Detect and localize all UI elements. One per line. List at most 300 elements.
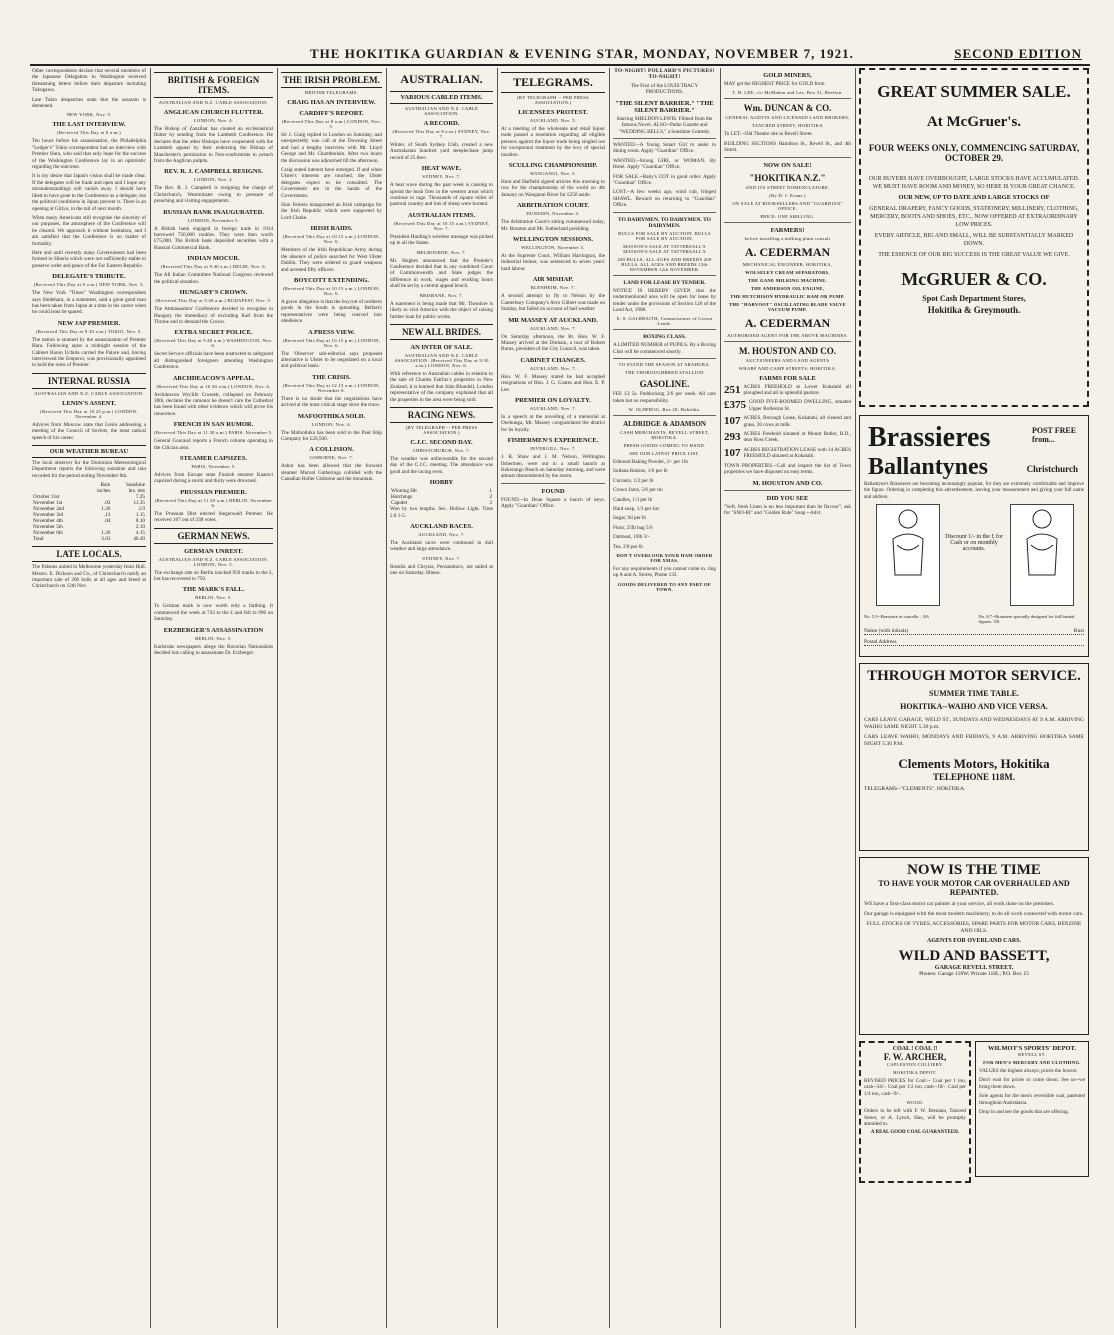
stallion-name: GASOLINE.: [639, 379, 690, 390]
article-text: The weather was unfavourable for the second day of the C.J.C. meeting. The attendance was good and the racing even.: [390, 455, 493, 475]
bras-text: Ballantyne's Brassieres are becoming increasingly popular, for they are extremely comfortable and improve the figure. Ordering in completing this advertisement, leaving your measurement and giving your full name and address.: [864, 482, 1084, 500]
car-overhaul-ad: [859, 857, 1089, 1035]
column-divider: [277, 68, 278, 1328]
dateline: BERLIN, Nov. 5.: [195, 595, 232, 601]
headline: GERMAN UNREST.: [184, 547, 243, 555]
article-text: The All Indian Committee National Congress reviewed the political situation.: [154, 272, 273, 285]
wilmot-title: WILMOT'S SPORTS' DEPOT.: [988, 1045, 1076, 1052]
farm-listing: 293 ACRES Freehold situated at Mount Butler, R.D., near Ross Creek.: [724, 431, 851, 444]
article-text: It is my desire that Japan's vision shall be made clear. If the delegates will be frank and open and I hope any misunderstandings will vanish away. I should have liked to have gone to the Conference as a delegate, but the political conditions in Japan prevent it. There is an opening at Gitiyu, in the tail of next month.: [32, 173, 146, 212]
article-text: Ten hours before his assassination, the Philadelphia "Ledger's" Tokio correspondent had an interview with Premier Hara, who said that only hope for the success of the Washington Conference lay in an optimistic regarding the outcome.: [32, 138, 146, 171]
article-text: Other correspondents declare that several members of the Japanese Delegation to Washington received threatening letters before their departure including Tokugawa.: [32, 68, 146, 94]
motor-service-ad: [859, 663, 1089, 851]
dateline: LONDON, November 5.: [187, 217, 240, 223]
now-brand: WILD AND BASSETT,: [898, 948, 1050, 964]
article-text: The Bishop of Zanzibar has created an ecclesiastical flutter by sending from the Lambeth Conference. He declares that the other Bishops have cooperated with the Lambeth appeal by their endorsing the Bishop of Manchester's permission to Non-conformists to preach from the Anglican pulpits.: [154, 126, 273, 165]
order-form-address[interactable]: Postal Address: [864, 639, 1084, 646]
article-text: The 'Observer' sub-editorial says proposed alternative is Ulster to be negotiated on a local and political basis.: [281, 350, 382, 370]
headline: WELLINGTON SESSIONS.: [512, 236, 594, 244]
motor-sub: SUMMER TIME TABLE.: [928, 689, 1019, 698]
dateline: LONDON, Nov. 4.: [193, 118, 234, 123]
article-text: With reference to Australian cables in relation to the sale of Charles Fairfax's properties in New Zealand, it is learned that John Blundell, London representative of the company explained that all the properties in the area were being sold.: [390, 370, 493, 403]
headline: A COLLISION.: [309, 446, 354, 454]
article-text: J. R. Shaw and J. M. Nelson, Wellington fishermen, were out in a small launch at Kekerangu Beach on Saturday morning, and were almost dismembered by the storm.: [501, 454, 605, 480]
headline: LENIN'S ASSENT.: [62, 399, 116, 407]
article-text: Late Tokio despatches state that the assassin is demented.: [32, 96, 146, 110]
dateline: (Received This Day at 10.15 a.m.) LONDON, Nov. 6.: [282, 234, 381, 245]
ad-text: DON'T OVERLOOK YOUR HAM ORDER FOR XMAS.: [616, 553, 713, 563]
article-text: General Gouraud reports a French column operating in the Cilician area.: [154, 438, 273, 451]
price-item: Sugar, 9d per lb: [613, 515, 646, 522]
article-text: Winter, of South Sydney Club, created a new Australasian hundred yard steeplechase jump record of 25.8sec.: [390, 142, 493, 161]
sale-title: GREAT SUMMER SALE.: [877, 82, 1071, 101]
dateline: AUCKLAND, Nov. 7.: [529, 405, 577, 411]
price-item: Oatmeal, 10lb 3/-: [613, 534, 650, 541]
byline: BRITISH TELEGRAMS.: [304, 90, 359, 95]
bras-caption: No. 8.7--Brassiere specially designed for full busted figures. 5/6: [978, 614, 1075, 625]
ad-text: TANCRED STREET, HOKITIKA: [752, 123, 823, 129]
headline: CARDIFF'S REPORT.: [299, 110, 364, 117]
ad-text: THE GANE MILKING MACHINE.: [747, 277, 828, 283]
ad-text: ON SALE AT BOOKSELLERS AND "GUARDIAN" OFFICE.: [732, 200, 843, 211]
headline: MAFOOTHIKA SOLD.: [297, 412, 366, 420]
headline: RACING NEWS.: [390, 407, 493, 423]
ad-text: GENERAL AGENTS AND LICENSED LAND BROKERS,: [725, 115, 850, 121]
divider: [724, 157, 851, 158]
ad-signature: E. S. GALBRAITH, Commissioner of Crown Lands.: [616, 316, 713, 327]
article-text: Karlsruhe newspapers allege the Bavarian Nationalists decided lots calling to assassinate Dr. Erzberger.: [154, 643, 273, 657]
ad-text: MECHANICAL ENGINEER, HOKITIKA,: [742, 261, 833, 267]
headline: AUCKLAND RACES.: [410, 522, 473, 530]
motor-telegrams: TELEGRAMS--"CLEMENTS", HOKITIKA.: [864, 786, 966, 792]
dateline: (Received This Day at 9.40 a.m.) WASHINGTON, Nov. 6.: [154, 338, 273, 349]
column-6: [613, 68, 716, 1328]
ad-text: 200 BULLS, ALL AGES AND BREEDS 200 BULLS, ALL AGES AND BREEDS 12th NOVEMBER 12th NOVEMBER.: [617, 256, 712, 272]
ad-text: MAY get the HIGHEST PRICE for GOLD from: [724, 81, 825, 87]
headline: ARCHDEACON'S APPEAL.: [172, 374, 255, 382]
table-row: November 4th .04 8.10: [33, 518, 145, 525]
byline: AUSTRALIAN AND N.Z. CABLE ASSOCIATION.: [158, 100, 269, 105]
bras-post: POST FREE from...: [1032, 426, 1077, 444]
price-item: Flour, 25lb bag 5/6: [613, 524, 653, 531]
article-text: Mr. Hughes announced that the Premier's Conference decided that in any combined Court of Commonwealth and State judges the difference in work, wages and working hours shall be set by a central appeal bench.: [390, 257, 493, 290]
sale-period: FOUR WEEKS ONLY, COMMENCING SATURDAY, OCTOBER 29.: [868, 143, 1080, 163]
dateline: (Received This Day at 11.30 a.m.) PARIS, November 5.: [154, 430, 273, 436]
ad-text: AND ITS STREET NOMENCLATURE.: [745, 184, 830, 190]
wilmot-addr: REVELL ST.: [1018, 1052, 1046, 1057]
headline: INDIAN MOCUR.: [187, 255, 240, 263]
dateline: MELBOURNE, Nov. 7.: [416, 249, 467, 255]
headline: FISHERMEN'S EXPERIENCE.: [507, 437, 599, 445]
table-row: November 2nd 1.26 2.0: [33, 506, 145, 513]
weather-title: OUR WEATHER BUREAU: [32, 445, 146, 458]
ad-text: BUILDING SECTIONS Hamiltoo St., Revell St., and 4th Street.: [724, 140, 851, 154]
cinema-banner: TO-NIGHT! POLLARD'S PICTURES! TO-NIGHT!: [614, 68, 715, 80]
coal-depot: HOKITIKA DEPOT.: [893, 1070, 937, 1075]
article-text: A second attempt to fly to Nelson by the Canterbury Company's Avro Gilbert was made on Sunday, but failed on account of bad weather.: [501, 293, 605, 313]
motor-tel: TELEPHONE 118M.: [932, 772, 1015, 782]
sale-text: EVERY ARTICLE, BIG AND SMALL, WILL BE SUBSTANTIALLY MARKED DOWN.: [874, 233, 1074, 247]
headline: ANGLICAN CHURCH FLUTTER.: [163, 109, 264, 116]
lady-figure-illustration: [876, 504, 940, 606]
classified-ad: FOR SALE.--Baby's COT in good order. Apply "Guardian" Office.: [613, 173, 716, 187]
dateline: SYDNEY, Nov. 7.: [422, 555, 461, 561]
ad-heading: DID YOU SEE: [766, 494, 809, 502]
ad-text: THE THOROUGHBRED STALLION: [625, 370, 704, 376]
headline: PREMIER ON LOYALTY.: [515, 396, 591, 404]
dateline: AUCKLAND, Nov. 5.: [529, 118, 577, 123]
ad-text: THE ANDERSON OIL ENGINE,: [750, 285, 825, 291]
ad-text: PRICE: ONE SHILLING.: [760, 213, 815, 219]
price-item: Hard soap, 1/3 per bar: [613, 505, 660, 512]
farm-listing: £375 GOOD FIVE-ROOMED DWELLING, situated Upper Rolleston St.: [724, 399, 851, 412]
ad-brand: A. CEDERMAN: [744, 315, 831, 330]
dateline: (Received This Day at 11.30 a.m.) BERLIN, November 6.: [154, 497, 273, 508]
headline: A RECORD.: [423, 120, 460, 127]
ad-brand: M. HOUSTON AND CO.: [738, 345, 837, 356]
headline: IRISH RAIDS.: [310, 225, 353, 233]
article-text: To German mark is now worth only a farthing. It commenced the week at 743 to the £ and fell to 990 on Saturday.: [154, 603, 273, 623]
divider: [613, 275, 716, 276]
ad-heading: LAND FOR LEASE BY TENDER.: [623, 279, 706, 286]
wilmot-text: Sole agents for the men's reversible coat, patented throughout Australasia.: [979, 1093, 1085, 1106]
summer-sale-ad: [859, 68, 1089, 407]
table-row: Winning Hit 1: [391, 488, 492, 495]
ad-text: AUCTIONEERS AND LAND AGENTS: [745, 357, 830, 363]
table-row: November 5th 2.10: [33, 524, 145, 531]
ad-text: NOTICE IS HEREBY GIVEN that the undermentioned area will be open for lease by tender under the provisions of Section 120 of the Land Act, 1908.: [613, 287, 716, 313]
byline: AUSTRALIAN AND N.Z. CABLE ASSOCIATION.: [404, 106, 479, 116]
coal-ad: [859, 1041, 971, 1183]
cinema-text: The First of the LOUIS TRACY PRODUCTIONS.: [630, 83, 699, 96]
sale-text: OUR BUYERS HAVE OVERBOUGHT, LARGE STOCKS HAVE ACCUMULATED. WE MUST HAVE ROOM AND MONEY, SO HERE IS YOUR GREAT CHANCE.: [868, 176, 1080, 190]
ad-text: T. H. LEE, c/o McMahon and Lee, Box 31, Reefton.: [732, 90, 843, 96]
divider: [724, 98, 851, 99]
price-item: Sultana Raisins, 1/6 per lb: [613, 468, 668, 475]
headline: RUSSIAN BANK INAUGURATED.: [163, 208, 264, 216]
ad-text: THE HUTCHISON HYDRAULIC RAM OR PUMP.: [730, 293, 845, 299]
divider: [724, 490, 851, 491]
dateline: (Received This Day at 8 a.m.) SYDNEY, Nov. 7.: [392, 129, 491, 139]
now-text: AGENTS FOR OVERLAND CARS.: [926, 938, 1021, 944]
headline: THE LAST INTERVIEW.: [52, 121, 126, 129]
article-text: Craig stated interest have emerged. If and when Ulster's interests are touched, the Ulster delegates expect to be consulted. The Government are in the hands of the Government.: [281, 167, 382, 199]
headline: HEAT WAVE.: [421, 165, 462, 173]
headline: HUNGARY'S CROWN.: [179, 289, 248, 297]
masthead: [30, 44, 1090, 64]
ad-text: FEE £3 5s. Paddocking 2/6 per week. All care taken but no responsibility.: [613, 391, 716, 404]
article-text: The Prussian Diet elected Stegerwald Premier. He received 167 out of 338 votes.: [154, 510, 273, 524]
ad-text: CASH MERCHANTS, REVELL STREET, HOKITIKA.: [619, 429, 710, 440]
order-form-name[interactable]: Name (with initials) Bust: [864, 628, 1084, 635]
coal-text: WOOD.: [906, 1100, 924, 1106]
article-text: The exchange rate on Berlin touched 950 marks to the £, but has recovered to 750.: [154, 569, 273, 582]
dateline: AUSTRALIAN AND N.Z. CABLE ASSOCIATION. (Received This Day at 9.30 a.m.) LONDON, Nov. 6.: [394, 352, 489, 368]
ad-heading: FARMERS!: [770, 226, 805, 234]
headline: MR MASSEY AT AUCKLAND.: [508, 316, 598, 324]
classified-ad: LOST.--A few weeks ago, wind cub, fringed SHAWL. Reward on returning to "Guardian" Office.: [613, 189, 716, 209]
article-text: The New York "Times" Washington correspondent says Shidehara, in a statement, said a great good man has been taken from Japan at a time in his career when he could least be spared.: [32, 290, 146, 316]
table-row: Hutchings 2: [391, 494, 492, 501]
headline: VARIOUS CABLED ITEMS.: [390, 91, 493, 104]
ad-heading: BOXING CLASS.: [643, 334, 686, 341]
film-title: "THE SILENT BARRIER." "THE SILENT BARRIER.": [615, 99, 714, 114]
ad-heading: Wm. DUNCAN & CO.: [743, 103, 832, 114]
headline: AIR MISHAP.: [532, 276, 574, 284]
ad-text: THE "HARVOOT" OSCILLATING BLADE VALVE VACUUM PUMP.: [729, 301, 846, 312]
headline: SCULLING CHAMPIONSHIP.: [508, 162, 598, 170]
wilmot-text: Drop in and see the goods that are offering.: [979, 1109, 1069, 1116]
dateline: (Received This Day at 9 a.m.) NEW YORK, Nov. 5.: [33, 282, 145, 288]
coal-sub: CAPLESTON COLLIERY.: [886, 1062, 944, 1067]
now-phones: Phones: Garage 118W; Private 118L; P.O. Box 15: [919, 971, 1029, 977]
headline: EXTRA SECRET POLICE.: [174, 329, 253, 337]
headline: NEW JAP PREMIER.: [57, 319, 121, 327]
column-7: [724, 68, 851, 1328]
ad-text: AUTHORISED AGENT FOR THE ABOVE MACHINES.: [727, 332, 848, 338]
dateline: DUNEDIN, November 4.: [526, 211, 580, 217]
bras-from: Ballantynes: [868, 454, 989, 480]
ad-text: MATSON'S SALE AT TATTERSALL'S MATSON'S SALE AT TATTERSALL'S: [623, 243, 706, 254]
ad-heading: FARMS FOR SALE: [759, 374, 816, 382]
dateline: GISBORNE, Nov. 7.: [309, 455, 354, 461]
race-name: HOBBY: [429, 479, 454, 487]
coal-title: COAL ! COAL !!: [892, 1046, 938, 1052]
article-text: On Saturday afternoon, the Rt. Hon. W. F. Massey arrived at the Domain, a tour of Robert Burns, president of the City Council, was taken.: [501, 333, 605, 353]
motor-title: THROUGH MOTOR SERVICE.: [867, 668, 1081, 684]
article-text: Rosella and Chrysia, Pernambuco, are sailed at one on Saturday. Illness.: [390, 563, 493, 577]
farm-listing: 251 ACRES FREEHOLD at Lower Kokatahi all ploughed and all in splendid pasture.: [724, 383, 851, 397]
article-text: Ashur has been allowed that the forward steamer Maroal Gatherings collided with the Canadian Roller Gisborne and the mountain.: [281, 463, 382, 483]
article-text: At the Supreme Court, William Harrington, the Industrial broker, was sentenced to seven years' hard labour.: [501, 253, 605, 272]
dateline: BERLIN, Nov. 5.: [195, 635, 232, 641]
article-text: The nation is stunned by the assassination of Premier Hara. Following upon a midnight session of the Cabinet Baron Uchida carried the Palace and, having interviewed the Emperor, was provisionally appointed to hold the reins of Premier.: [32, 336, 146, 369]
sale-text: OUR NEW, UP TO DATE AND LARGE STOCKS OF: [898, 194, 1050, 201]
now-sub: TO HAVE YOUR MOTOR CAR OVERHAULED AND REPAINTED.: [878, 879, 1070, 897]
headline: REV. R. J. CAMPBELL RESIGNS.: [164, 168, 263, 176]
column-divider: [720, 68, 721, 1328]
headline: FRENCH IN SAN RUMOR.: [173, 421, 254, 429]
divider: [724, 341, 851, 342]
headline: BOYCOTT EXTENDING.: [293, 276, 369, 284]
byline: (BY TELEGRAPH -- PER PRESS ASSOCIATION.): [405, 424, 478, 435]
headline: LICENSEES PROTEST.: [518, 109, 588, 116]
headline: THE CRISIS.: [312, 373, 351, 381]
headline: LATE LOCALS.: [32, 546, 146, 562]
weather-table: [32, 482, 146, 542]
motor-text: CARS LEAVE WAIHO, MONDAYS AND FRIDAYS, 9 A.M. ARRIVING HOKITIKA SAME NIGHT 5.30 P.M.: [864, 734, 1084, 747]
article-text: Here and until recently many Governments had been formed in Siberia which were not sufficiently stable to preserve order and peace of the Far Eastern Republic.: [32, 249, 146, 269]
dateline: LONDON, Nov. 4.: [193, 177, 234, 183]
dateline: (Received This Day at 10.30 a.m.) LONDON, Nov. 6.: [156, 383, 271, 389]
bras-discount: Discount 1/- in the £ for Cash or on monthly accounts.: [945, 534, 1003, 553]
article-text: A grave allegation is that the boycott of northern goods in the South is spreading. Belfast's representatives were being coerced into obedience.: [281, 298, 382, 325]
price-item: Tea, 2/8 per lb: [613, 543, 643, 550]
headline: NEW ALL BRIDES.: [390, 324, 493, 340]
headline: GERMAN NEWS.: [154, 528, 273, 544]
ad-text: "Soft, fresh Linen is no less important than its flavour"; ask for "SNO-RI" and "Golden Rule" Soap.--Advt.: [724, 503, 851, 516]
bras-caption: No. 5.5--Brassiere in coutelle... 3/6: [864, 614, 929, 620]
table-row: November 1st .03 11.35: [33, 500, 145, 507]
edition-label: SECOND EDITION: [954, 46, 1082, 61]
classified-ad: WANTED.--A Young Smart Girl to assist in dining room. Apply "Guardian" Office.: [613, 142, 716, 155]
divider: [613, 329, 716, 330]
dateline: LONDON, Nov. 6.: [311, 421, 352, 427]
article-text: A heat wave during the past week is causing to spread the bush fires in the western areas which continue to rage. Thousands of square miles of pastoral country and lots of sheep were burned.: [390, 182, 493, 208]
article-text: The Rev. R. J. Campbell is resigning the charge of Christchurch, Westminster owing to pressure of preaching and visiting engagements.: [154, 185, 273, 205]
book-title: "HOKITIKA N.Z.": [749, 172, 826, 183]
headline: ARBITRATION COURT.: [516, 202, 590, 210]
ad-heading: ALDRIDGE & ADAMSON: [623, 419, 706, 428]
headline: CRAIG HAS AN INTERVIEW.: [287, 99, 376, 106]
dateline: (Received This Day at 9.30 a.m.) TOKIO, Nov. 5.: [36, 328, 142, 334]
ad-brand: M. HOUSTON AND CO.: [752, 479, 823, 487]
headline: THE IRISH PROBLEM.: [281, 72, 382, 88]
article-text: When many Americans still recognise the sincerity of our purposes, the atmosphere of the Conference will be cleared. We approach it without hesitation, and I am satisfied that the Conference is no matter of formality.: [32, 214, 146, 247]
ad-text: WHARF AND CAMP STREETS, HOKITIKA.: [738, 365, 837, 371]
now-title: NOW IS THE TIME: [907, 862, 1041, 878]
article-text: Hon. W. F. Massey stated he had accepted resignations of Hon. J. G. Coates and Hon. E. P. Lee.: [501, 373, 605, 393]
divider: [501, 483, 605, 484]
ad-text: TOWN PROPERTIES.--Call and inspect the list of Town properties we have disposed on easy terms.: [724, 462, 851, 476]
ad-text: A LIMITED NUMBER of PUPILS. By a Boxing Club will be commenced shortly.: [613, 342, 716, 355]
race-result-table: [390, 488, 493, 506]
wilmot-text: Don't wait for prices to come down. See us--we bring them down.: [979, 1077, 1085, 1090]
now-text: Our garage is equipped with the most modern machinery, to do all work connected with motor cars.: [864, 911, 1084, 917]
ad-text: before installing a milking plant consult: [744, 235, 831, 241]
column-divider: [497, 68, 498, 1328]
dateline: (Received This Day at 8 a.m.) LONDON, Nov. 5.: [281, 119, 382, 129]
dateline: (Received This Day at 10.15 a.m.) LONDON, Nov. 6.: [282, 285, 381, 296]
sale-text: THE ESSENCE OF OUR BIG SUCCESS IS THE GREAT VALUE WE GIVE.: [878, 252, 1070, 258]
price-item: Crown Jams, 5/6 per tin: [613, 487, 663, 494]
column-2: [154, 68, 273, 1328]
bras-city: Christchurch: [1026, 464, 1078, 474]
column-divider: [609, 68, 610, 1328]
article-text: Members of the Irish Republican Army during the absence of police searched for West Ulster Dublin. They were ordered to guard weapons and arrested fifty officers.: [281, 247, 382, 273]
sale-stores: Spot Cash Department Stores,: [922, 294, 1026, 303]
headline: STEAMER CAPSIZES.: [179, 454, 248, 462]
motor-brand: Clements Motors, Hokitika: [898, 756, 1050, 771]
article-text: The Auckland races were continued in dull weather and large attendance.: [390, 539, 493, 553]
article-text: Hunt and Hatfield signed articles this morning to row for the championship of the world on 4th January on Wanganui River for £250 aside.: [501, 179, 605, 198]
headline: DELEGATE'S TRIBUTE.: [52, 273, 126, 281]
divider: [613, 212, 716, 213]
table-row: October 31st 7.25: [33, 494, 145, 501]
table-row: Capulet 3: [391, 500, 492, 507]
headline: AN INTER OF SALE.: [410, 343, 473, 351]
headline: A PRESS VIEW.: [308, 328, 355, 336]
dateline: AUCKLAND, Nov. 7.: [529, 325, 577, 331]
dateline: AUCKLAND, Nov. 7.: [418, 531, 465, 537]
dateline: AUCKLAND, Nov. 7.: [529, 365, 577, 371]
byline: AUSTRALIAN AND N.Z. CABLE ASSOCIATION.: [34, 390, 144, 396]
ad-heading: GOLD MINERS,: [763, 72, 812, 79]
dateline: (Received This Day at 9.40 a.m.) BUDAPEST, Nov. 5.: [155, 298, 272, 304]
table-row: inches hrs. mts: [97, 488, 145, 495]
headline: TELEGRAMS.: [501, 72, 605, 93]
divider: [613, 138, 716, 139]
divider: [613, 358, 716, 359]
dateline: BRISBANE, Nov. 7.: [419, 292, 464, 298]
headline: BRITISH & FOREIGN ITEMS.: [154, 72, 273, 98]
dateline: (Received This Day at 10.15 a.m.) SYDNEY, Nov. 7.: [393, 220, 490, 231]
headline: C.J.C. SECOND DAY.: [410, 438, 473, 446]
article-text: The Arbitration Court's sitting commenced today, Mr. Brunton and Mr. Sutherland presiding.: [501, 219, 605, 232]
motor-route: HOKITIKA--WAIHO AND VICE VERSA.: [900, 702, 1048, 711]
sale-location: At McGruer's.: [926, 114, 1022, 130]
now-text: FULL STOCKS OF TYRES, ACCESSORIES, SPARE PARTS FOR MOTOR CARS, BENZINE AND OILS.: [866, 921, 1082, 934]
now-addr: GARAGE REVELL STREET.: [934, 965, 1014, 971]
coal-text: Orders to be left with F. W. Brennan, Tancred Street, or A. Lynch, Hau, will be promptly attended to.: [864, 1108, 967, 1128]
ad-text: For any requirements if you cannot come in, ring up A and A. Stores, Phone 132.: [613, 566, 716, 579]
ad-heading: TO DAIRYMEN. TO DAIRYMEN. TO DAIRYMEN.: [618, 216, 711, 229]
column-divider: [855, 68, 856, 1328]
dateline: AUSTRALIAN AND N.Z. CABLE ASSOCIATION. LONDON, Nov. 5.: [158, 556, 269, 567]
table-row: Total 3.63 40.20: [33, 536, 145, 543]
wilmot-ad: [975, 1041, 1089, 1177]
brassieres-ad: [859, 415, 1089, 657]
article-text: At a meeting of the wholesale and retail liquor trade passed a resolution regarding all eligible persons against the liquor trade being singled out for exceptional treatment by the levy of special taxation.: [501, 126, 605, 158]
dateline: (Received This Day at 12.15 a.m.) LONDON, November 6.: [282, 382, 381, 393]
ad-text: (By D. J. Evans.): [769, 192, 806, 198]
lady-figure-illustration: [1010, 504, 1074, 606]
article-text: In a speech at the unveiling of a memorial at Onehunga, Mr. Massey congratulated the district for its loyalty.: [501, 413, 605, 433]
headline: ERZBERGER'S ASSASSINATION: [163, 626, 264, 634]
article-text: The Ambassadors' Conference decided to recognise in Hungary the immediacy of excluding Karl from the Throne and to demand the Crown.: [154, 306, 273, 325]
ad-signature: W. OLDFROG, Box 28, Hokitika.: [628, 406, 701, 412]
classified-heading: FOUND: [541, 487, 565, 495]
coal-text: REVISED PRICES for Coal:-- Coal per 1 ton, cash--34/-. Coal per 1/2 ton, cash--18/-. Coal per 1/4 ton, cash--9/-.: [864, 1078, 967, 1097]
masthead-title: THE HOKITIKA GUARDIAN & EVENING STAR, MONDAY, NOVEMBER 7, 1921.: [310, 46, 854, 61]
headline: INTERNAL RUSSIA: [32, 373, 146, 389]
cinema-text: Starring SHELDON LEWIS. Filmed from the famous Novel. ALSO--Pathe Gazette and "WEDDING BELLS," a Sunshine Comedy.: [616, 115, 713, 135]
headline: AUSTRALIAN ITEMS.: [407, 211, 476, 219]
dateline: INVERGILL, Nov. 7.: [530, 446, 576, 452]
dateline: (Received This Day at 10.25 p.m.) LONDON, November 4.: [40, 408, 138, 419]
bras-title: Brassieres: [868, 422, 991, 453]
article-text: Sir J. Craig replied to London on Saturday, and unexpectedly was call at the Downing Street and had a lengthy interview with Mr. Lloyd George and Mr. Chamberlain. After two hours the discussion was adjourned till the afternoon.: [281, 132, 382, 164]
article-text: There is no doubt that the negotiations have arrived at the most critical stage since the truce.: [281, 395, 382, 409]
ad-brand: A. CEDERMAN: [744, 244, 831, 259]
headline: AUSTRALIAN.: [400, 72, 483, 86]
column-1: [32, 68, 146, 1328]
classified-ad: WANTED.--Strong GIRL or WOMAN. By Hotel. Apply "Guardian" Office.: [613, 157, 716, 171]
wilmot-text: VALUES the highest always; prices the lowest.: [979, 1068, 1078, 1074]
ad-text: TO STAND THE SEASON AT ARAHURA.: [618, 362, 711, 368]
headline: THE MARK'S FALL.: [182, 586, 245, 594]
ad-heading: NOW ON SALE!: [763, 161, 812, 169]
article-text: A British bank engaged in foreign trade in 1914 borrowed 750,000 roubles. They were then worth £75,000. The British bank deposited securities with a Russian Commercial Bank.: [154, 225, 273, 251]
classified-text: FOUND.--In Dean Square a bunch of keys. Apply "Guardian" Office.: [501, 496, 605, 510]
wilmot-sub: FOR MEN'S MERCERY AND CLOTHING.: [983, 1060, 1081, 1065]
ad-text: SEE OUR LATEST PRICE LIST.: [629, 450, 700, 456]
ad-text: GOODS DELIVERED TO ANY PART OF TOWN.: [618, 581, 711, 592]
weather-intro: The local observer for the Dominion Meteorological Department reports the following sunshine and rain recorded for the period ending November 6th.: [32, 460, 146, 479]
column-8: [859, 68, 1089, 1328]
masthead-rule: [30, 64, 1090, 66]
dateline: WELLINGTON, November 5.: [521, 245, 585, 251]
article-text: Secret Service officials have been instructed to safeguard all distinguished foreigners attending Washington Conference.: [154, 351, 273, 371]
article-text: A statement is being made that Mr. Theodore is likely to visit America with the object of raising further loan for public works.: [390, 300, 493, 320]
article-text: Archdeacon Wyclife Crossett, collapsed on February 30th, declares the rumours he doesn't care the Cathedral has been found with other evidence which will prove his innocence.: [154, 391, 273, 417]
column-5: [501, 68, 605, 1328]
dateline: WANGANUI, Nov. 5.: [529, 171, 576, 177]
motor-text: CARS LEAVE GARAGE, WELD ST., SUNDAYS AND WEDNESDAYS AT 9 A.M. ARRIVING WAIHO SAME NIGHT 5.30 p.m.: [864, 717, 1084, 730]
column-divider: [150, 68, 151, 1328]
divider: [724, 222, 851, 223]
divider: [613, 415, 716, 416]
